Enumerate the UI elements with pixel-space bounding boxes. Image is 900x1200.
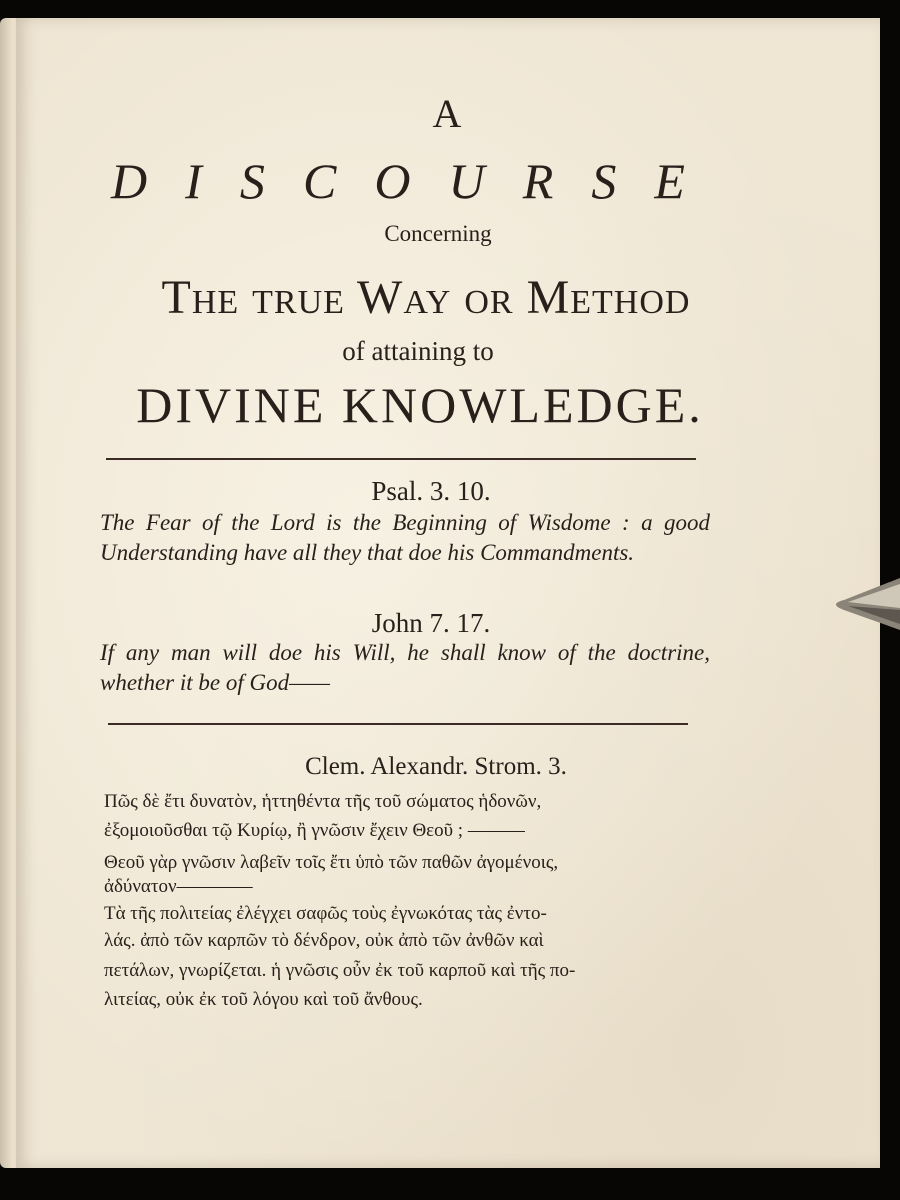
scripture-ref-psalm: Psal. 3. 10. bbox=[371, 476, 491, 506]
greek-line: Πῶς δὲ ἔτι δυνατὸν, ἡττηθέντα τῆς τοῦ σώματος ἡδονῶν, bbox=[104, 791, 542, 812]
scripture-quote-psalm: The Fear of the Lord is the Beginning of Wisdome : a good Understanding have all they that doe his Commandments. bbox=[100, 510, 710, 565]
discourse-letter: S bbox=[239, 153, 265, 209]
greek-line: πετάλων, γνωρίζεται. ἡ γνῶσις οὖν ἐκ τοῦ καρποῦ καὶ τῆς πο- bbox=[104, 960, 576, 981]
greek-line: ἐξομοιοῦσθαι τῷ Κυρίῳ, ἢ γνῶσιν ἔχειν Θεοῦ ; ——— bbox=[104, 820, 525, 841]
greek-line: λιτείας, οὐκ ἐκ τοῦ λόγου καὶ τοῦ ἄνθους. bbox=[104, 989, 423, 1010]
scripture-quote-john: If any man will doe his Will, he shall know of the doctrine, whether it be of God—— bbox=[100, 640, 710, 695]
title-divine-knowledge: DIVINE KNOWLEDGE. bbox=[136, 377, 704, 433]
discourse-letter: R bbox=[522, 153, 554, 209]
greek-line: Θεοῦ γὰρ γνῶσιν λαβεῖν τοῖς ἔτι ὑπὸ τῶν παθῶν ἀγομένοις, bbox=[104, 852, 559, 873]
divider-rule bbox=[108, 723, 688, 725]
divider-rule bbox=[106, 458, 696, 460]
discourse-letter: D bbox=[111, 153, 148, 209]
title-a: A bbox=[432, 91, 464, 136]
discourse-letter: I bbox=[185, 153, 202, 209]
discourse-letter: E bbox=[654, 153, 685, 209]
title-way-method: The true Way or Method bbox=[161, 271, 691, 324]
greek-line: ἀδύνατον———— bbox=[104, 876, 253, 897]
metal-pointer-icon bbox=[824, 578, 900, 630]
scripture-ref-john: John 7. 17. bbox=[371, 608, 491, 638]
discourse-letter: S bbox=[591, 153, 617, 209]
title-concerning: Concerning bbox=[384, 221, 492, 246]
greek-line: Τὰ τῆς πολιτείας ἐλέγχει σαφῶς τοὺς ἐγνωκότας τὰς ἐντο- bbox=[104, 903, 547, 924]
greek-line: λάς. ἀπὸ τῶν καρπῶν τὸ δένδρον, οὐκ ἀπὸ τῶν ἀνθῶν καὶ bbox=[104, 930, 544, 951]
greek-source-title: Clem. Alexandr. Strom. 3. bbox=[305, 753, 567, 780]
book-page bbox=[16, 18, 880, 1168]
title-discourse bbox=[16, 152, 880, 210]
discourse-letter: U bbox=[448, 153, 485, 209]
discourse-letter: O bbox=[374, 153, 411, 209]
discourse-letter: C bbox=[302, 153, 337, 209]
title-attaining: of attaining to bbox=[342, 336, 494, 366]
